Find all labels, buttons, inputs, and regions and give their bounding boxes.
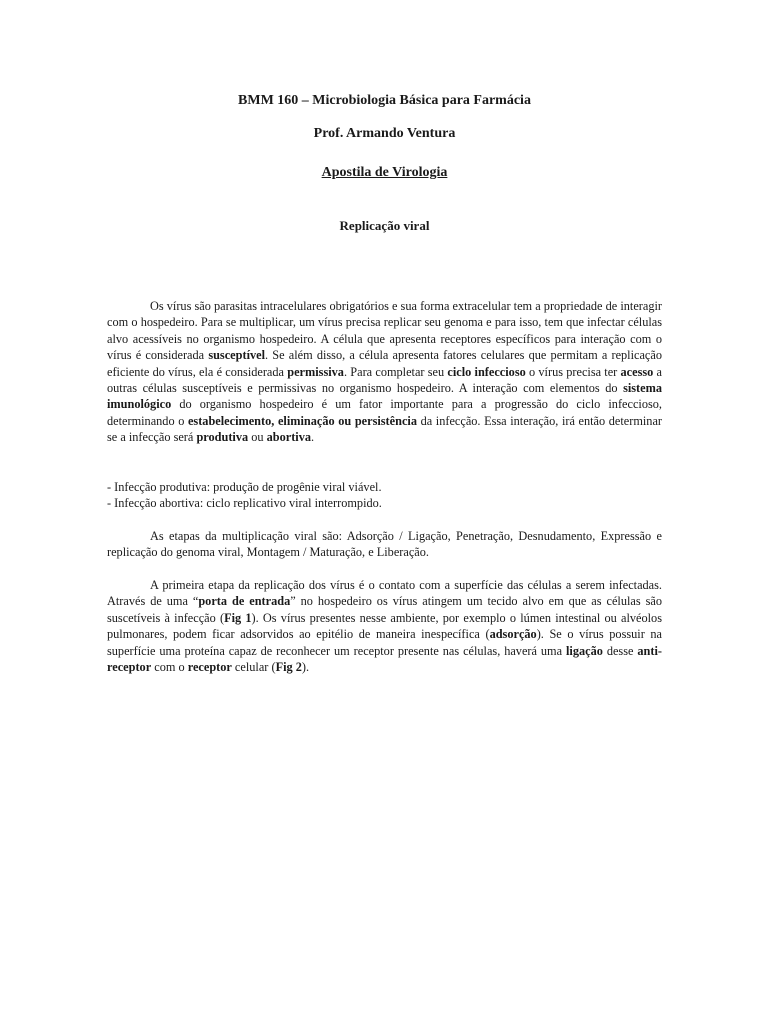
term-permissiva: permissiva bbox=[287, 364, 344, 379]
paragraph-text: ” no hospedeiro os vírus atingem um tecido alvo em que as células são suscetíveis à infecção ( bbox=[107, 594, 662, 625]
paragraph-text: ). Os vírus presentes nesse ambiente, por exemplo o lúmen intestinal ou alvéolos pulmonares, podem ficar adsorvidos ao epitélio de maneira inespecífica ( bbox=[107, 610, 662, 642]
paragraph-text: ). bbox=[301, 660, 310, 675]
paragraph-text: . bbox=[311, 430, 315, 445]
paragraph-text: desse bbox=[602, 643, 638, 658]
paragraph-text: ). Se o vírus possuir na superfície uma proteína capaz de reconhecer um receptor presente nas células, haverá uma bbox=[107, 627, 663, 658]
course-title: BMM 160 – Microbiologia Básica para Farmácia bbox=[238, 93, 531, 108]
term-anti-receptor: anti-receptor bbox=[107, 643, 662, 675]
term-produtiva: produtiva bbox=[196, 430, 249, 445]
term-porta-de-entrada: porta de entrada bbox=[198, 594, 291, 609]
paragraph-text: da infecção. Essa interação, irá então determinar se a infecção será bbox=[107, 413, 663, 445]
term-abortiva: abortiva bbox=[266, 430, 312, 445]
paragraph-text: Os vírus são parasitas intracelulares obrigatórios e sua forma extracelular tem a propriedade de interagir com o hospedeiro. Para se multiplicar, um vírus precisa replicar seu genoma e para isso, tem que infectar células alvo acessíveis no organismo hospedeiro. A célula que apresenta receptores específicos para interação com o vírus é considerada bbox=[107, 299, 662, 363]
paragraph-text: do organismo hospedeiro é um fator importante para a progressão do ciclo infeccioso, determinando o bbox=[107, 397, 662, 428]
list-item: - Infecção abortiva: ciclo replicativo viral interrompido. bbox=[107, 496, 382, 511]
figure-reference: Fig 2 bbox=[275, 660, 302, 675]
term-acesso: acesso bbox=[620, 364, 654, 379]
document-title-text: Apostila de Virologia bbox=[321, 165, 448, 180]
professor-name: Prof. Armando Ventura bbox=[313, 126, 456, 141]
paragraph-text: A primeira etapa da replicação dos vírus é o contato com a superfície das células a serem infectadas. Através de uma “ bbox=[107, 578, 662, 609]
infection-types-list bbox=[107, 479, 662, 512]
list-item: - Infecção produtiva: produção de progênie viral viável. bbox=[107, 480, 382, 494]
paragraph-text: celular ( bbox=[231, 660, 276, 675]
section-title: Replicação viral bbox=[339, 218, 430, 233]
paragraph-text: com o bbox=[151, 660, 188, 675]
paragraph-first-step bbox=[107, 577, 662, 675]
paragraph-text: ou bbox=[248, 430, 267, 445]
document-title bbox=[107, 165, 662, 181]
term-receptor: receptor bbox=[187, 660, 232, 675]
term-ligacao: ligação bbox=[566, 643, 603, 658]
paragraph-text: . Para completar seu bbox=[343, 364, 448, 379]
term-ciclo-infeccioso: ciclo infeccioso bbox=[447, 364, 526, 379]
paragraph-text: o vírus precisa ter bbox=[525, 364, 621, 379]
paragraph-intro bbox=[107, 298, 662, 446]
paragraph-steps: As etapas da multiplicação viral são: Adsorção / Ligação, Penetração, Desnudamento, Expressão e replicação do genoma viral, Montagem / Maturação, e Liberação. bbox=[107, 529, 662, 560]
figure-reference: Fig 1 bbox=[224, 610, 252, 625]
paragraph-text: . Se além disso, a célula apresenta fatores celulares que permitam a replicação eficiente do vírus, ela é considerada bbox=[107, 348, 662, 379]
paragraph-text: a outras células susceptíveis e permissivas no organismo hospedeiro. A interação com elementos do bbox=[107, 364, 663, 396]
term-sistema-imunologico: sistema imunológico bbox=[107, 381, 662, 412]
term-adsorcao: adsorção bbox=[489, 627, 537, 642]
term-susceptivel: susceptível bbox=[208, 348, 266, 363]
term-estabelecimento: estabelecimento, eliminação ou persistência bbox=[187, 413, 417, 428]
